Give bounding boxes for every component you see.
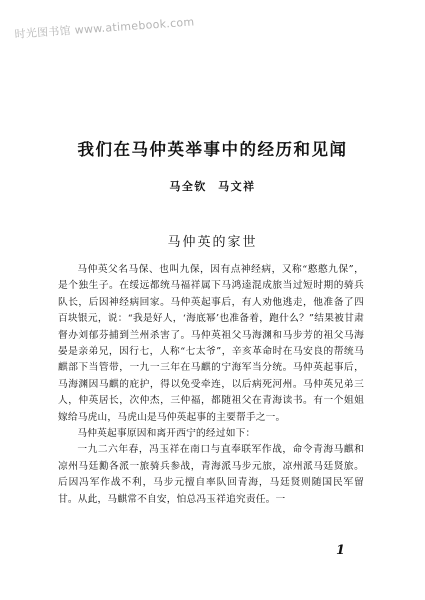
- section-title: 马仲英的家世: [167, 235, 258, 250]
- body-text: [58, 262, 364, 508]
- authors: 马全钦 马文祥: [169, 180, 256, 193]
- paragraph: 马仲英起事原因和离开西宁的经过如下：: [77, 428, 256, 440]
- watermark: 时光图书馆 www.atimebook.com: [14, 15, 195, 41]
- chapter-title: 我们在马仲英举事中的经历和见闻: [77, 140, 348, 159]
- paragraph: 马仲英父名马保、也叫九保，因有点神经病，又称“憨憨九保”，是个独生子。在绥远都统马福祥属下马鸿逵混成旅当过短时期的骑兵队长，后因神经病回家。马仲英起事后，有人劝他逃走，他准备了四百块银元，说：“我是好人，‘海底幂’也准备着，跑什么？”结果被甘肃督办刘郁芬捕到兰州杀害了。马仲英祖父马海渊和马步芳的祖父马海晏是亲弟兄，因行七，人称“七太爷”，辛亥革命时在马安良的帮统马麒部下当管带，一九一三年在马麒的宁海军当分统。马仲英起事后，马海渊因马麒的庇护，得以免受牵连，以后病死河州。马仲英兄弟三人，仲英居长，次仲杰，三仲福，都随祖父在青海读书。有一个姐姐嫁给马虎山，马虎山是马仲英起事的主要帮手之一。: [58, 264, 364, 423]
- page-number: 1: [336, 543, 346, 558]
- paragraph: 一九二六年春，冯玉祥在南口与直奉联军作战，命令青海马麒和凉州马廷勷各派一旅骑兵参战，青海派马步元旅，凉州派马廷贤旅。后因冯军作战不利，马步元擅自率队回青海，马廷贤则随国民军留甘。从此，马麒常不自安，怕总冯玉祥追究责任。一: [58, 444, 364, 505]
